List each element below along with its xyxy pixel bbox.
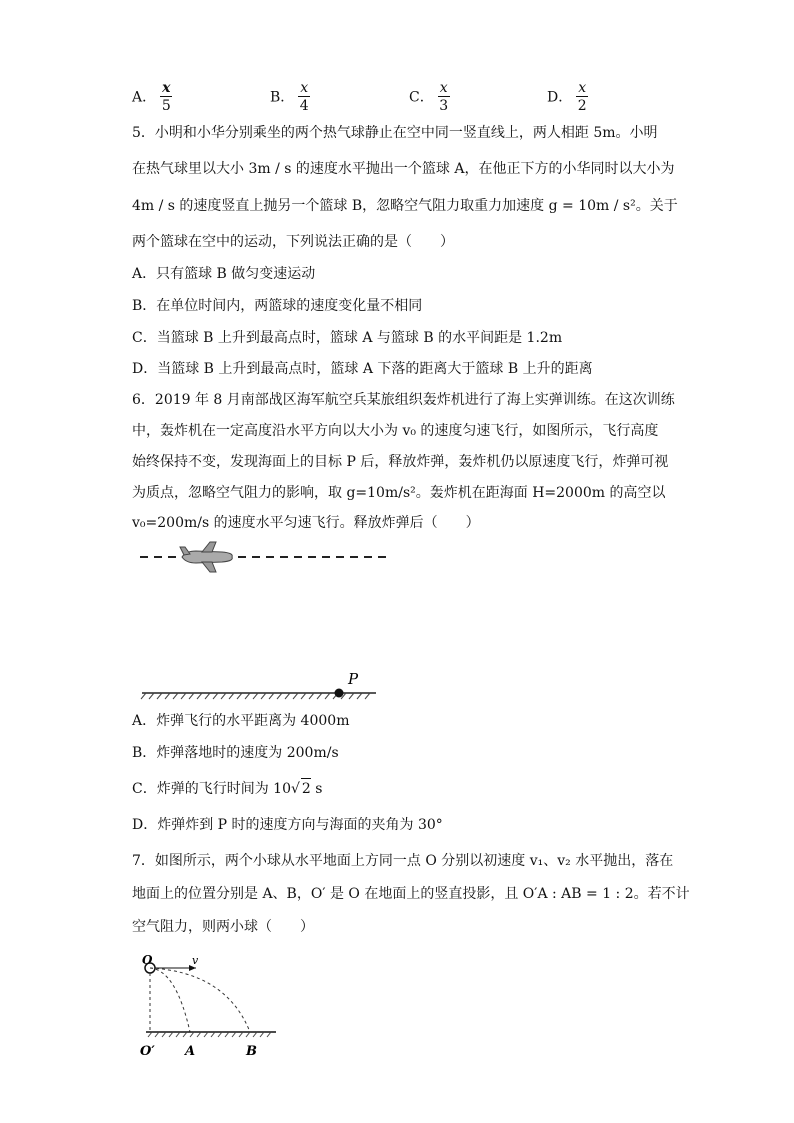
q6-stem-line-4: 为质点，忽略空气阻力的影响，取 g=10m/s²。轰炸机在距海面 H=2000m 的高空以 bbox=[132, 485, 666, 501]
fraction-numerator: x bbox=[439, 80, 448, 96]
q4-option-c-letter: C． bbox=[409, 89, 434, 106]
fraction-numerator: x bbox=[578, 80, 587, 96]
q7-stem-line-1: 7．如图所示，两个小球从水平地面上方同一点 O 分别以初速度 v₁、v₂ 水平抛出，落在 bbox=[132, 853, 674, 869]
target-label-p: P bbox=[348, 670, 359, 688]
target-point-p bbox=[335, 689, 344, 698]
q6-stem-line-5: v₀=200m/s 的速度水平匀速飞行。释放炸弹后（ ） bbox=[132, 515, 480, 531]
q5-stem-line-1: 5．小明和小华分别乘坐的两个热气球静止在空中同一竖直线上，两人相距 5m。小明 bbox=[132, 125, 658, 141]
q4-option-d-fraction bbox=[576, 80, 588, 115]
fraction-denominator: 5 bbox=[161, 98, 171, 114]
label-a: A bbox=[185, 1044, 196, 1059]
label-v: v bbox=[192, 954, 199, 967]
q6-stem-line-1: 6．2019 年 8 月南部战区海军航空兵某旅组织轰炸机进行了海上实弹训练。在这次训练 bbox=[132, 392, 675, 408]
fraction-denominator: 4 bbox=[299, 98, 309, 114]
airplane-icon bbox=[180, 542, 232, 572]
q5-stem-line-3: 4m / s 的速度竖直上抛另一个篮球 B，忽略空气阻力取重力加速度 g = 10m / s²。关于 bbox=[132, 198, 678, 214]
q4-option-b bbox=[270, 80, 310, 115]
label-b: B bbox=[246, 1044, 257, 1059]
trajectory-to-a bbox=[150, 968, 190, 1032]
q6-option-c bbox=[132, 778, 322, 799]
q6-option-c-root: 2 bbox=[301, 778, 311, 799]
q5-option-d: D．当篮球 B 上升到最高点时，篮球 A 下落的距离大于篮球 B 上升的距离 bbox=[132, 361, 593, 377]
q6-option-c-text: C．炸弹的飞行时间为 10 bbox=[132, 781, 291, 797]
fraction-numerator: x bbox=[300, 80, 309, 96]
q7-stem-line-2: 地面上的位置分别是 A、B，O′ 是 O 在地面上的竖直投影，且 O′A : AB = 1 : 2。若不计 bbox=[132, 886, 690, 902]
q6-option-b: B．炸弹落地时的速度为 200m/s bbox=[132, 745, 339, 761]
q5-option-a: A．只有篮球 B 做匀变速运动 bbox=[132, 266, 316, 282]
q4-option-d-letter: D． bbox=[547, 89, 573, 106]
q4-option-b-letter: B． bbox=[270, 89, 295, 106]
q6-option-a: A．炸弹飞行的水平距离为 4000m bbox=[132, 713, 350, 729]
q5-option-b: B．在单位时间内，两篮球的速度变化量不相同 bbox=[132, 298, 423, 314]
q7-stem-line-3: 空气阻力，则两小球（ ） bbox=[132, 919, 314, 935]
sqrt-symbol: √ bbox=[290, 781, 300, 797]
fraction-denominator: 3 bbox=[439, 98, 449, 114]
q6-stem-line-3: 始终保持不变，发现海面上的目标 P 后，释放炸弹，轰炸机仍以原速度飞行，炸弹可视 bbox=[132, 454, 669, 470]
q4-option-d bbox=[547, 80, 588, 115]
q4-option-c-fraction bbox=[438, 80, 450, 115]
q4-option-a-fraction bbox=[160, 80, 172, 115]
q4-option-c bbox=[409, 80, 450, 115]
q6-option-d: D．炸弹炸到 P 时的速度方向与海面的夹角为 30° bbox=[132, 817, 443, 833]
q6-option-c-unit: s bbox=[310, 781, 323, 797]
label-o: O bbox=[142, 953, 153, 967]
fraction-numerator: x bbox=[162, 80, 171, 96]
q5-option-c: C．当篮球 B 上升到最高点时，篮球 A 与篮球 B 的水平间距是 1.2m bbox=[132, 330, 563, 346]
q6-stem-line-2: 中，轰炸机在一定高度沿水平方向以大小为 v₀ 的速度匀速飞行，如图所示，飞行高度 bbox=[132, 423, 659, 439]
q6-bomber-figure bbox=[130, 538, 390, 708]
q4-option-a bbox=[132, 80, 172, 115]
q7-projectile-figure bbox=[136, 950, 286, 1062]
fraction-denominator: 2 bbox=[577, 98, 587, 114]
trajectory-to-b bbox=[150, 968, 250, 1032]
q5-stem-line-4: 两个篮球在空中的运动，下列说法正确的是（ ） bbox=[132, 234, 454, 250]
q4-option-a-letter: A． bbox=[132, 89, 157, 106]
q4-option-b-fraction bbox=[298, 80, 310, 115]
label-o-prime: O′ bbox=[140, 1044, 155, 1059]
q5-stem-line-2: 在热气球里以大小 3m / s 的速度水平抛出一个篮球 A，在他正下方的小华同时以大小为 bbox=[132, 161, 675, 177]
